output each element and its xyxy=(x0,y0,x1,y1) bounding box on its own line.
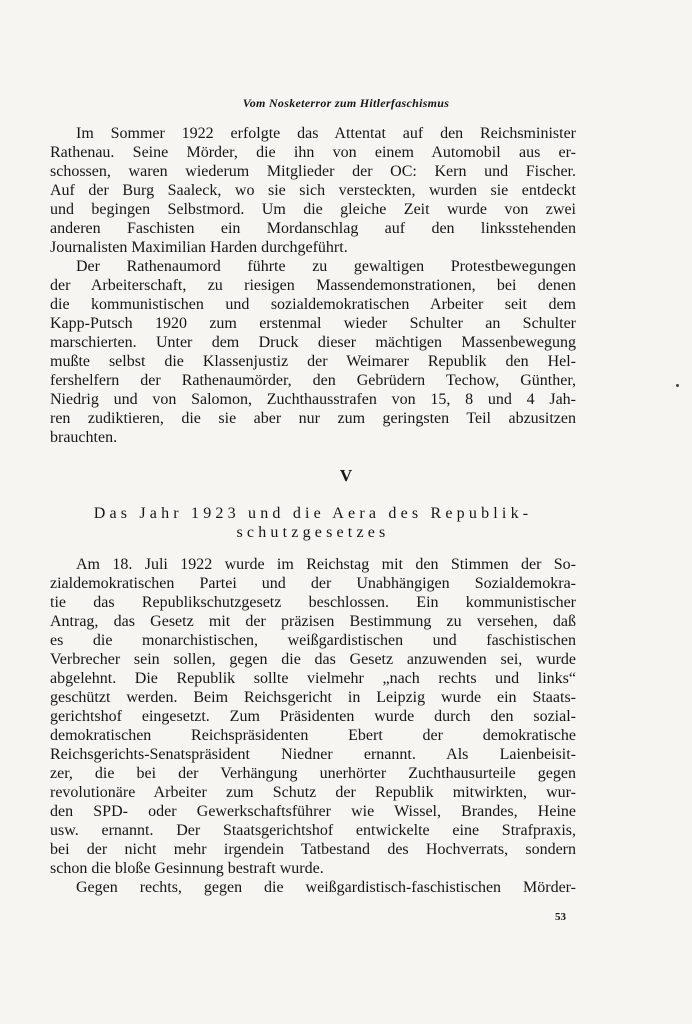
text-line: Der Rathenaumord führte zu gewaltigen Protestbewegungen xyxy=(76,258,576,275)
text-line: demokratischen Reichspräsidenten Ebert der demokratische xyxy=(50,727,576,744)
text-line: Antrag, das Gesetz mit der präzisen Bestimmung zu versehen, daß xyxy=(50,613,576,630)
text-line: fershelfern der Rathenaumörder, den Gebrüdern Techow, Günther, xyxy=(50,372,576,389)
section-number: V xyxy=(339,466,353,485)
text-line: Kapp-Putsch 1920 zum erstenmal wieder Schulter an Schulter xyxy=(50,315,576,332)
text-line: gerichtshof eingesetzt. Zum Präsidenten wurde durch den sozial- xyxy=(50,708,576,725)
paragraph-4 xyxy=(50,878,576,897)
text-line: Im Sommer 1922 erfolgte das Attentat auf den Reichsminister xyxy=(76,125,576,142)
text-line: schon die bloße Gesinnung bestraft wurde. xyxy=(50,860,324,877)
text-line: zialdemokratischen Partei und der Unabhängigen Sozialdemokra- xyxy=(50,575,576,592)
paragraph-1 xyxy=(50,124,576,257)
running-head: Vom Nosketerror zum Hitlerfaschismus xyxy=(242,96,450,110)
text-line: und begingen Selbstmord. Um die gleiche Zeit wurde von zwei xyxy=(50,201,576,218)
text-line: Auf der Burg Saaleck, wo sie sich versteckten, wurden sie entdeckt xyxy=(50,182,576,199)
section-title-line: Das Jahr 1923 und die Aera des Republik- xyxy=(93,505,533,522)
text-line: Reichsgerichts-Senatspräsident Niedner ernannt. Als Laienbeisit- xyxy=(50,746,576,763)
text-line: schossen, waren wiederum Mitglieder der OC: Kern und Fischer. xyxy=(50,163,576,180)
text-line: Am 18. Juli 1922 wurde im Reichstag mit den Stimmen der So- xyxy=(76,556,576,573)
text-line: ren zudiktieren, die sie aber nur zum geringsten Teil abzusitzen xyxy=(50,410,576,427)
text-line: zer, die bei der Verhängung unerhörter Zuchthausurteile gegen xyxy=(50,765,576,782)
text-line: Verbrecher sein sollen, gegen die das Gesetz anzuwenden sei, wurde xyxy=(50,651,576,668)
text-line: der Arbeiterschaft, zu riesigen Massendemonstrationen, bei denen xyxy=(50,277,576,294)
text-line: bei der nicht mehr irgendein Tatbestand des Hochverrats, sondern xyxy=(50,841,576,858)
text-line: marschierten. Unter dem Druck dieser mächtigen Massenbewegung xyxy=(50,334,576,351)
text-line: abgelehnt. Die Republik sollte vielmehr „nach rechts und links“ xyxy=(50,670,576,687)
text-line: geschützt werden. Beim Reichsgericht in Leipzig wurde ein Staats- xyxy=(50,689,576,706)
text-line: Rathenau. Seine Mörder, die ihn von einem Automobil aus er- xyxy=(50,144,576,161)
text-line: revolutionäre Arbeiter zum Schutz der Republik mitwirkten, wur- xyxy=(50,784,576,801)
text-line: anderen Faschisten ein Mordanschlag auf den linksstehenden xyxy=(50,220,576,237)
text-line: die kommunistischen und sozialdemokratischen Arbeiter seit dem xyxy=(50,296,576,313)
text-line: brauchten. xyxy=(50,429,118,446)
text-line: es die monarchistischen, weißgardistischen und faschistischen xyxy=(50,632,576,649)
text-line: Niedrig und von Salomon, Zuchthausstrafen von 15, 8 und 4 Jah- xyxy=(50,391,576,408)
text-line: tie das Republikschutzgesetz beschlossen. Ein kommunistischer xyxy=(50,594,576,611)
text-line: Journalisten Maximilian Harden durchgeführt. xyxy=(50,239,348,256)
page-number: 53 xyxy=(555,911,566,923)
text-line: Gegen rechts, gegen die weißgardistisch-faschistischen Mörder- xyxy=(76,879,576,896)
text-line: mußte selbst die Klassenjustiz der Weimarer Republik den Hel- xyxy=(50,353,576,370)
text-line: den SPD- oder Gewerkschaftsführer wie Wissel, Brandes, Heine xyxy=(50,803,576,820)
section-title xyxy=(50,504,576,542)
section-title-line: schutzgesetzes xyxy=(236,524,390,541)
print-speck xyxy=(676,384,679,387)
text-line: usw. ernannt. Der Staatsgerichtshof entwickelte eine Strafpraxis, xyxy=(50,822,576,839)
paragraph-3 xyxy=(50,555,576,878)
paragraph-2 xyxy=(50,257,576,447)
